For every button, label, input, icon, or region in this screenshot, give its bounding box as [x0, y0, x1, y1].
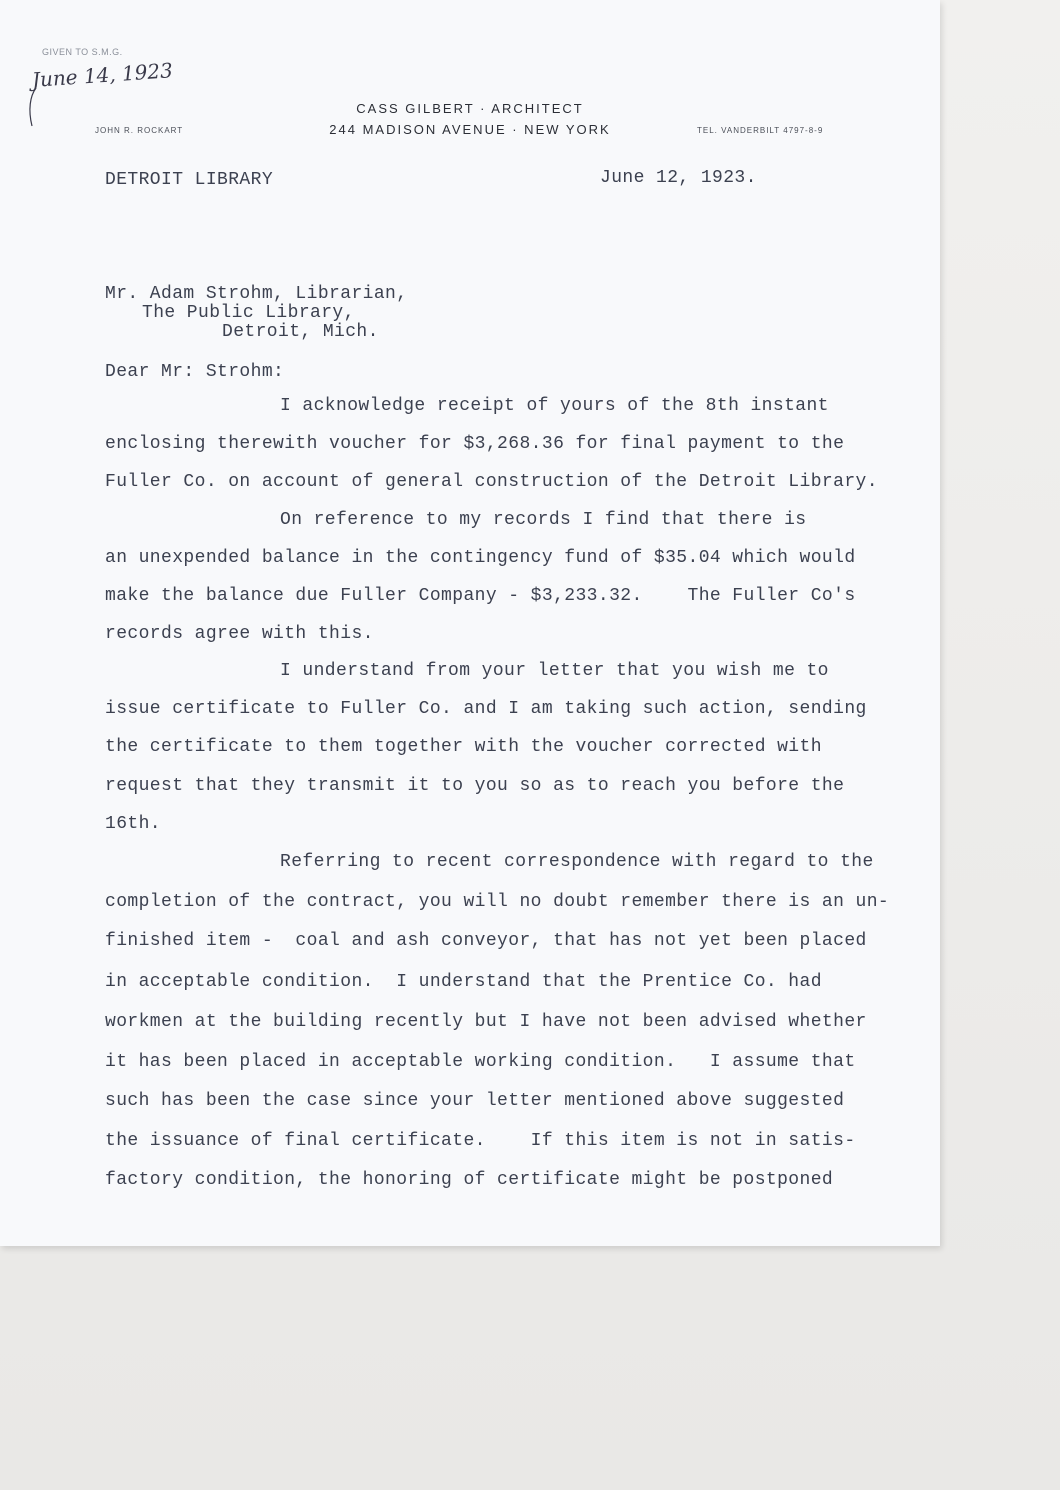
body-line: On reference to my records I find that there is	[280, 510, 807, 530]
letter-date: June 12, 1923.	[600, 168, 757, 188]
body-line: such has been the case since your letter mentioned above suggested	[105, 1091, 845, 1111]
body-line: I acknowledge receipt of yours of the 8th instant	[280, 396, 829, 416]
body-line: 16th.	[105, 814, 162, 834]
body-line: Referring to recent correspondence with regard to the	[280, 852, 874, 872]
given-to-stamp: GIVEN TO S.M.G.	[42, 47, 123, 57]
body-line: the issuance of final certificate. If this item is not in satis-	[105, 1131, 856, 1151]
letterhead-address-text: 244 MADISON AVENUE · NEW YORK	[329, 122, 611, 137]
body-line: issue certificate to Fuller Co. and I am taking such action, sending	[105, 699, 867, 719]
body-line: request that they transmit it to you so as to reach you before the	[105, 776, 845, 796]
body-line: an unexpended balance in the contingency fund of $35.04 which would	[105, 548, 856, 568]
body-line: in acceptable condition. I understand that the Prentice Co. had	[105, 972, 822, 992]
recipient-institution: The Public Library,	[142, 303, 355, 323]
body-line: workmen at the building recently but I have not been advised whether	[105, 1012, 867, 1032]
salutation: Dear Mr: Strohm:	[105, 362, 285, 382]
letterhead-associate: JOHN R. ROCKART	[95, 126, 184, 135]
letter-subject: DETROIT LIBRARY	[105, 170, 274, 190]
body-line: enclosing therewith voucher for $3,268.36 for final payment to the	[105, 434, 845, 454]
body-line: I understand from your letter that you wish me to	[280, 661, 829, 681]
body-line: make the balance due Fuller Company - $3,233.32. The Fuller Co's	[105, 586, 856, 606]
body-line: factory condition, the honoring of certificate might be postponed	[105, 1170, 834, 1190]
letterhead-firm-text: CASS GILBERT · ARCHITECT	[356, 101, 584, 116]
body-line: the certificate to them together with the voucher corrected with	[105, 737, 822, 757]
body-line: finished item - coal and ash conveyor, that has not yet been placed	[105, 931, 867, 951]
body-line: records agree with this.	[105, 624, 374, 644]
recipient-city: Detroit, Mich.	[222, 322, 379, 342]
body-line: it has been placed in acceptable working condition. I assume that	[105, 1052, 856, 1072]
body-line: completion of the contract, you will no doubt remember there is an un-	[105, 892, 890, 912]
letterhead-phone: TEL. VANDERBILT 4797-8-9	[697, 126, 824, 135]
recipient-name: Mr. Adam Strohm, Librarian,	[105, 284, 408, 304]
handwritten-date: June 14, 1923	[31, 58, 174, 92]
body-line: Fuller Co. on account of general construction of the Detroit Library.	[105, 472, 878, 492]
letterhead-firm	[0, 101, 940, 116]
